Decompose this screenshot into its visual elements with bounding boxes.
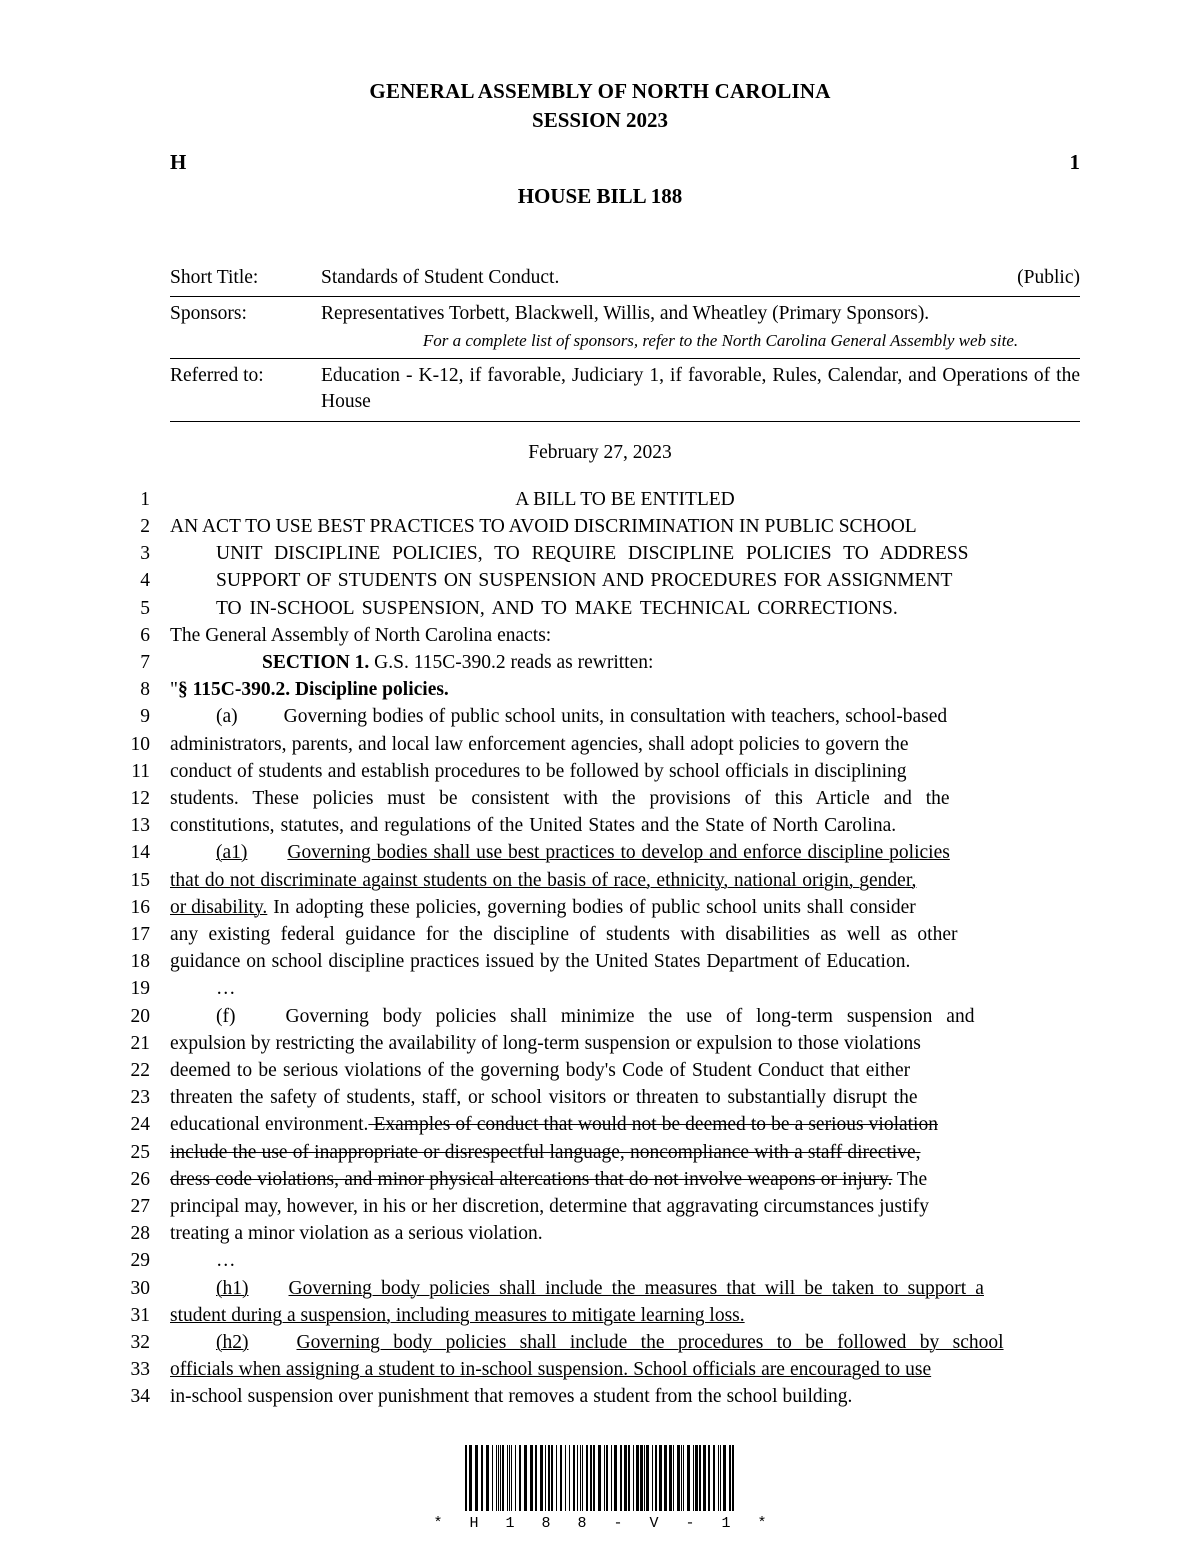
line-number: 16: [130, 896, 150, 918]
line-text: The General Assembly of North Carolina enacts:: [170, 624, 552, 646]
line-number: 18: [130, 951, 150, 973]
bill-body: [0, 486, 1200, 1411]
line-text: [170, 1329, 1080, 1356]
public-tag: (Public): [1017, 266, 1080, 288]
bill-line: [130, 1329, 1080, 1356]
line-number: 4: [140, 570, 150, 592]
line-number: 23: [130, 1087, 150, 1109]
bill-date: February 27, 2023: [528, 441, 672, 463]
bill-line: [130, 1383, 1080, 1410]
line-text: [170, 676, 1080, 703]
line-number: 3: [140, 543, 150, 565]
bill-line: [130, 731, 1080, 758]
inserted-text: that do not discriminate against students on the basis of race, ethnicity, national origin, gender,: [170, 869, 917, 891]
bill-line: [140, 486, 1080, 513]
line-text: any existing federal guidance for the discipline of students with disabilities as well as other: [170, 924, 958, 946]
bill-line: [130, 1220, 1080, 1247]
bill-info-table: [170, 261, 1080, 422]
line-number: 13: [130, 815, 150, 837]
bill-line: [130, 785, 1080, 812]
line-text: constitutions, statutes, and regulations of the United States and the State of North Carolina.: [170, 815, 897, 837]
bill-line: [130, 1356, 1080, 1383]
line-number: 25: [130, 1141, 150, 1163]
barcode-area: [0, 1432, 1200, 1532]
statute-heading: § 115C-390.2. Discipline policies.: [177, 679, 449, 701]
subsection-text: Governing bodies of public school units, in consultation with teachers, school-based: [283, 706, 948, 728]
line-text: [170, 867, 1080, 894]
bill-line: [130, 1166, 1080, 1193]
deleted-text: dress code violations, and minor physical altercations that do not involve weapons or injury.: [170, 1168, 893, 1190]
line-text: [170, 1275, 1080, 1302]
line-text: [170, 1356, 1080, 1383]
chamber-letter: H: [170, 149, 187, 174]
deleted-text: include the use of inappropriate or disrespectful language, noncompliance with a staff directive,: [170, 1141, 921, 1163]
bill-line: [130, 975, 1080, 1002]
line-text: threaten the safety of students, staff, or school visitors or threaten to substantially disrupt the: [170, 1087, 918, 1109]
line-number: 34: [130, 1386, 150, 1408]
bill-line: [130, 1247, 1080, 1274]
line-number: 32: [130, 1332, 150, 1354]
masthead: [0, 0, 1200, 134]
line-number: 7: [140, 652, 150, 673]
short-title-row: [170, 261, 1080, 297]
sponsors-value: Representatives Torbett, Blackwell, Willis, and Wheatley (Primary Sponsors).: [321, 303, 930, 325]
bill-line: [140, 703, 1080, 730]
line-number: 27: [130, 1196, 150, 1218]
line-text: deemed to be serious violations of the governing body's Code of Student Conduct that either: [170, 1060, 911, 1082]
bill-line: [140, 649, 1080, 676]
sponsors-note: For a complete list of sponsors, refer to the North Carolina General Assembly web site.: [422, 331, 1019, 351]
subsection-marker-inserted: (h2): [216, 1332, 249, 1354]
line-number: 9: [140, 706, 150, 728]
ellipsis-text: …: [216, 1250, 236, 1272]
chamber-row: [0, 150, 1200, 178]
bill-line: [130, 1193, 1080, 1220]
line-text: [170, 649, 1080, 676]
line-number: 15: [130, 869, 150, 891]
bill-line: [130, 1302, 1080, 1329]
subsection-text-inserted: Governing bodies shall use best practices to develop and enforce discipline policies: [287, 842, 950, 864]
line-text: principal may, however, in his or her discretion, determine that aggravating circumstances justify: [170, 1196, 929, 1218]
subsection-text-inserted: Governing body policies shall include the measures that will be taken to support a: [288, 1277, 984, 1299]
subsection-marker: (f): [216, 1005, 236, 1027]
bill-line: [130, 812, 1080, 839]
bill-line: [130, 839, 1080, 866]
inserted-text: student during a suspension, including measures to mitigate learning loss.: [170, 1304, 745, 1326]
bill-line: [140, 595, 1080, 622]
bill-number-heading: HOUSE BILL 188: [517, 183, 683, 208]
line-text: TO IN-SCHOOL SUSPENSION, AND TO MAKE TECHNICAL CORRECTIONS.: [216, 597, 898, 619]
bill-line: [130, 921, 1080, 948]
numbered-lines: [130, 486, 1080, 1411]
line-text: [170, 1302, 1080, 1329]
subsection-text-inserted: Governing body policies shall include the procedures to be followed by school: [296, 1332, 1004, 1354]
line-text: students. These policies must be consistent with the provisions of this Article and the: [170, 788, 950, 810]
line-number: 22: [130, 1060, 150, 1082]
line-number: 21: [130, 1032, 150, 1054]
session-heading: SESSION 2023: [532, 107, 668, 132]
referred-to-row: [170, 359, 1080, 421]
line-text: SUPPORT OF STUDENTS ON SUSPENSION AND PROCEDURES FOR ASSIGNMENT: [216, 570, 953, 592]
line-number: 28: [130, 1223, 150, 1245]
line-number: 12: [130, 788, 150, 810]
line-text: expulsion by restricting the availability of long-term suspension or expulsion to those violations: [170, 1032, 921, 1054]
short-title-label: Short Title:: [170, 261, 321, 297]
line-text: guidance on school discipline practices issued by the United States Department of Education.: [170, 951, 911, 973]
line-number: 26: [130, 1168, 150, 1190]
subsection-marker-inserted: (a1): [216, 842, 248, 864]
inserted-text: or disability.: [170, 896, 268, 918]
sponsors-label: Sponsors:: [170, 297, 321, 359]
subsection-text: Governing body policies shall minimize the use of long-term suspension and: [285, 1005, 975, 1027]
ellipsis-text: …: [216, 978, 236, 1000]
line-number: 1: [140, 488, 150, 510]
bill-line: [130, 1111, 1080, 1138]
page-number: 1: [1069, 149, 1080, 174]
line-text: treating a minor violation as a serious violation.: [170, 1223, 543, 1245]
line-number: 19: [130, 978, 150, 1000]
bill-line: [130, 1139, 1080, 1166]
bill-line: [130, 1084, 1080, 1111]
line-text: conduct of students and establish procedures to be followed by school officials in disciplining: [170, 760, 907, 782]
bill-line: [130, 894, 1080, 921]
line-text: [170, 1111, 1080, 1138]
bill-line: [130, 1030, 1080, 1057]
open-quote: ": [170, 679, 178, 701]
bill-line: [130, 1003, 1080, 1030]
line-number: 17: [130, 924, 150, 946]
line-number: 29: [130, 1250, 150, 1272]
existing-text: In adopting these policies, governing bodies of public school units shall consider: [267, 896, 916, 918]
line-number: 2: [140, 515, 150, 537]
line-number: 6: [140, 624, 150, 646]
line-number: 8: [140, 679, 150, 701]
section-label: SECTION 1.: [262, 652, 370, 673]
line-number: 14: [130, 842, 150, 864]
bill-line: [140, 676, 1080, 703]
bill-line: [130, 1057, 1080, 1084]
bill-line: [130, 867, 1080, 894]
sponsors-value-cell: [321, 297, 1080, 359]
line-number: 24: [130, 1114, 150, 1136]
referred-to-label: Referred to:: [170, 359, 321, 421]
bill-line: [131, 758, 1080, 785]
line-number: 31: [130, 1304, 150, 1326]
short-title-value-cell: [321, 261, 1080, 297]
bill-line: [140, 622, 1080, 649]
line-text: [170, 1166, 1080, 1193]
line-text: [170, 839, 1080, 866]
line-text: in-school suspension over punishment that removes a student from the school building.: [170, 1386, 853, 1408]
line-number: 30: [130, 1277, 150, 1299]
line-text: [170, 703, 1080, 730]
retained-text: The: [892, 1168, 928, 1190]
line-number: 10: [130, 733, 150, 755]
line-text: [170, 1139, 1080, 1166]
line-text: administrators, parents, and local law enforcement agencies, shall adopt policies to govern the: [170, 733, 909, 755]
deleted-text: Examples of conduct that would not be deemed to be a serious violation: [368, 1114, 938, 1136]
short-title-value: Standards of Student Conduct.: [321, 266, 560, 288]
line-text: AN ACT TO USE BEST PRACTICES TO AVOID DISCRIMINATION IN PUBLIC SCHOOL: [170, 515, 917, 537]
bill-line: [130, 948, 1080, 975]
bill-line: [140, 513, 1080, 540]
bill-line: [130, 1275, 1080, 1302]
line-number: 5: [140, 597, 150, 619]
retained-text: educational environment.: [170, 1114, 369, 1136]
bill-line: [140, 540, 1080, 567]
line-text: UNIT DISCIPLINE POLICIES, TO REQUIRE DISCIPLINE POLICIES TO ADDRESS: [216, 543, 969, 565]
assembly-heading: GENERAL ASSEMBLY OF NORTH CAROLINA: [369, 79, 831, 103]
bill-line: [140, 567, 1080, 594]
referred-to-value: Education - K-12, if favorable, Judiciary 1, if favorable, Rules, Calendar, and Operations of the House: [321, 359, 1080, 421]
line-text: [170, 1003, 1080, 1030]
section-rest: G.S. 115C-390.2 reads as rewritten:: [369, 652, 654, 673]
line-number: 11: [131, 760, 150, 782]
line-text: A BILL TO BE ENTITLED: [515, 488, 735, 510]
barcode-image: [465, 1445, 735, 1511]
subsection-marker-inserted: (h1): [216, 1277, 249, 1299]
barcode-label: * H 1 8 8 - V - 1 *: [433, 1515, 776, 1532]
subsection-marker: (a): [216, 706, 238, 728]
sponsors-row: [170, 297, 1080, 359]
line-number: 33: [130, 1359, 150, 1381]
inserted-text: officials when assigning a student to in-school suspension. School officials are encouraged to use: [170, 1359, 932, 1381]
line-text: [170, 894, 1080, 921]
line-number: 20: [130, 1005, 150, 1027]
